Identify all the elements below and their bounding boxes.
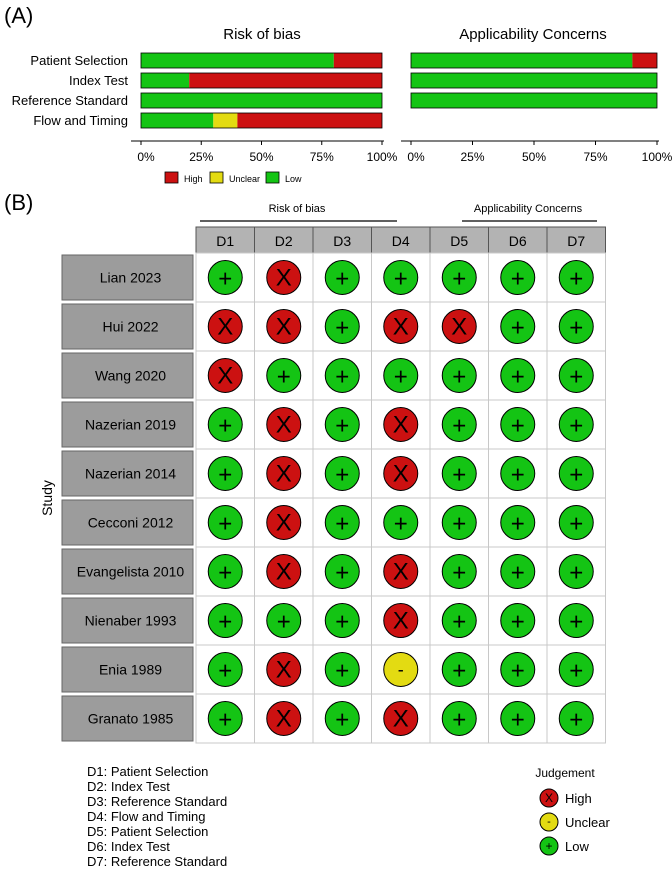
judgement-low-symbol: +	[393, 265, 408, 293]
study-label: Enia 1989	[98, 661, 163, 678]
judgement-low-symbol: +	[218, 657, 233, 685]
judgement-high-symbol: X	[275, 460, 292, 488]
judgement-low-symbol: +	[510, 461, 525, 489]
applicability-bar-low	[411, 73, 657, 88]
judgement-low-symbol: +	[510, 706, 525, 734]
judgement-low-symbol: +	[335, 314, 350, 342]
judgement-high-symbol: X	[392, 460, 409, 488]
study-label: Lian 2023	[99, 269, 162, 286]
rob-x-tick-label: 75%	[309, 150, 334, 164]
judgement-low-symbol: +	[569, 510, 584, 538]
domain-header-d4: D4	[391, 233, 410, 249]
judgement-legend-symbol-high: X	[544, 791, 554, 805]
legend-swatch-high	[165, 172, 178, 183]
domain-key-item: D3: Reference Standard	[87, 794, 228, 809]
judgement-high-symbol: X	[392, 411, 409, 439]
judgement-low-symbol: +	[218, 706, 233, 734]
legend-label-low: Low	[285, 174, 302, 184]
group-label-applicability: Applicability Concerns	[473, 203, 583, 215]
judgement-high-symbol: X	[217, 362, 234, 390]
judgement-low-symbol: +	[393, 363, 408, 391]
judgement-low-symbol: +	[452, 706, 467, 734]
judgement-high-symbol: X	[275, 313, 292, 341]
judgement-low-symbol: +	[569, 706, 584, 734]
applicability-bar-low	[411, 53, 632, 68]
study-label: Wang 2020	[94, 367, 167, 384]
rob-bar-high	[237, 113, 382, 128]
study-label: Nienaber 1993	[84, 612, 177, 629]
judgement-low-symbol: +	[569, 608, 584, 636]
judgement-low-symbol: +	[510, 412, 525, 440]
judgement-high-symbol: X	[275, 705, 292, 733]
judgement-low-symbol: +	[569, 363, 584, 391]
applicability-x-tick-label: 50%	[521, 150, 547, 164]
judgement-low-symbol: +	[510, 559, 525, 587]
judgement-low-symbol: +	[452, 265, 467, 293]
judgement-high-symbol: X	[275, 509, 292, 537]
domain-header-d2: D2	[274, 233, 293, 249]
judgement-low-symbol: +	[510, 363, 525, 391]
rob-x-tick-label: 100%	[366, 150, 398, 164]
judgement-high-symbol: X	[275, 411, 292, 439]
judgement-low-symbol: +	[452, 412, 467, 440]
judgement-low-symbol: +	[510, 608, 525, 636]
judgement-low-symbol: +	[510, 265, 525, 293]
judgement-legend-label-unclear: Unclear	[565, 815, 610, 830]
judgement-legend-symbol-unclear: -	[547, 816, 551, 828]
study-label: Nazerian 2014	[84, 465, 177, 482]
judgement-low-symbol: +	[569, 657, 584, 685]
judgement-low-symbol: +	[218, 559, 233, 587]
judgement-low-symbol: +	[335, 559, 350, 587]
judgement-high-symbol: X	[451, 313, 468, 341]
applicability-x-tick-label: 100%	[641, 150, 672, 164]
judgement-low-symbol: +	[569, 314, 584, 342]
legend-swatch-low	[266, 172, 279, 183]
domain-key-item: D2: Index Test	[87, 779, 170, 794]
judgement-legend-symbol-low: +	[545, 839, 553, 853]
judgement-low-symbol: +	[452, 510, 467, 538]
judgement-low-symbol: +	[335, 706, 350, 734]
domain-header-d7: D7	[567, 233, 586, 249]
applicability-x-tick-label: 25%	[460, 150, 485, 164]
rob-bar-low	[141, 113, 213, 128]
domain-header-d6: D6	[508, 233, 527, 249]
domain-key-item: D4: Flow and Timing	[87, 809, 206, 824]
judgement-low-symbol: +	[218, 461, 233, 489]
judgement-high-symbol: X	[392, 313, 409, 341]
study-label: Granato 1985	[87, 710, 174, 727]
study-label: Nazerian 2019	[84, 416, 177, 433]
y-axis-label: Study	[39, 480, 55, 516]
panel-b-label: (B)	[4, 190, 34, 215]
applicability-bar-high	[632, 53, 657, 68]
judgement-low-symbol: +	[335, 265, 350, 293]
judgement-low-symbol: +	[218, 608, 233, 636]
panel-a-label: (A)	[4, 3, 34, 28]
domain-key-item: D6: Index Test	[87, 839, 170, 854]
rob-bar-unclear	[213, 113, 237, 128]
judgement-low-symbol: +	[335, 608, 350, 636]
category-label: Index Test	[68, 73, 128, 88]
category-label: Flow and Timing	[33, 113, 128, 128]
category-label: Reference Standard	[11, 93, 128, 108]
rob-x-tick-label: 0%	[137, 150, 155, 164]
applicability-x-tick-label: 0%	[407, 150, 425, 164]
rob-x-tick-label: 25%	[189, 150, 214, 164]
judgement-low-symbol: +	[276, 608, 291, 636]
category-label: Patient Selection	[30, 53, 128, 68]
rob-bar-high	[334, 53, 382, 68]
judgement-high-symbol: X	[275, 264, 292, 292]
domain-header-d5: D5	[450, 233, 469, 249]
judgement-low-symbol: +	[218, 412, 233, 440]
judgement-legend-title: Judgement	[535, 766, 595, 780]
judgement-low-symbol: +	[335, 461, 350, 489]
study-label: Hui 2022	[102, 318, 159, 335]
judgement-high-symbol: X	[392, 607, 409, 635]
judgement-low-symbol: +	[452, 461, 467, 489]
applicability-chart-title: Applicability Concerns	[459, 26, 607, 43]
judgement-low-symbol: +	[569, 412, 584, 440]
judgement-low-symbol: +	[218, 510, 233, 538]
judgement-legend-label-low: Low	[565, 839, 589, 854]
domain-header-d1: D1	[216, 233, 235, 249]
domain-key-item: D7: Reference Standard	[87, 854, 228, 869]
rob-bar-high	[189, 73, 382, 88]
judgement-low-symbol: +	[452, 559, 467, 587]
applicability-bar-low	[411, 93, 657, 108]
judgement-low-symbol: +	[510, 314, 525, 342]
judgement-low-symbol: +	[452, 657, 467, 685]
judgement-low-symbol: +	[218, 265, 233, 293]
judgement-high-symbol: X	[275, 558, 292, 586]
judgement-low-symbol: +	[510, 510, 525, 538]
legend-label-high: High	[184, 174, 203, 184]
rob-chart-title: Risk of bias	[223, 26, 301, 43]
judgement-low-symbol: +	[569, 461, 584, 489]
judgement-high-symbol: X	[217, 313, 234, 341]
judgement-low-symbol: +	[569, 559, 584, 587]
group-label-rob: Risk of bias	[268, 203, 326, 215]
rob-bar-low	[141, 53, 334, 68]
rob-bar-low	[141, 73, 189, 88]
judgement-low-symbol: +	[335, 657, 350, 685]
judgement-legend-label-high: High	[565, 791, 592, 806]
judgement-low-symbol: +	[452, 363, 467, 391]
study-label: Cecconi 2012	[87, 514, 174, 531]
judgement-high-symbol: X	[392, 705, 409, 733]
judgement-low-symbol: +	[335, 363, 350, 391]
domain-header-d3: D3	[333, 233, 352, 249]
domain-key-item: D1: Patient Selection	[87, 764, 209, 779]
judgement-low-symbol: +	[335, 412, 350, 440]
rob-x-tick-label: 50%	[249, 150, 274, 164]
applicability-x-tick-label: 75%	[583, 150, 608, 164]
judgement-low-symbol: +	[569, 265, 584, 293]
judgement-low-symbol: +	[452, 608, 467, 636]
judgement-low-symbol: +	[510, 657, 525, 685]
study-label: Evangelista 2010	[76, 563, 185, 580]
judgement-low-symbol: +	[335, 510, 350, 538]
judgement-unclear-symbol: -	[397, 659, 404, 680]
legend-swatch-unclear	[210, 172, 223, 183]
judgement-low-symbol: +	[276, 363, 291, 391]
judgement-high-symbol: X	[392, 558, 409, 586]
rob-bar-low	[141, 93, 382, 108]
judgement-high-symbol: X	[275, 656, 292, 684]
judgement-low-symbol: +	[393, 510, 408, 538]
legend-label-unclear: Unclear	[229, 174, 261, 184]
domain-key-item: D5: Patient Selection	[87, 824, 209, 839]
